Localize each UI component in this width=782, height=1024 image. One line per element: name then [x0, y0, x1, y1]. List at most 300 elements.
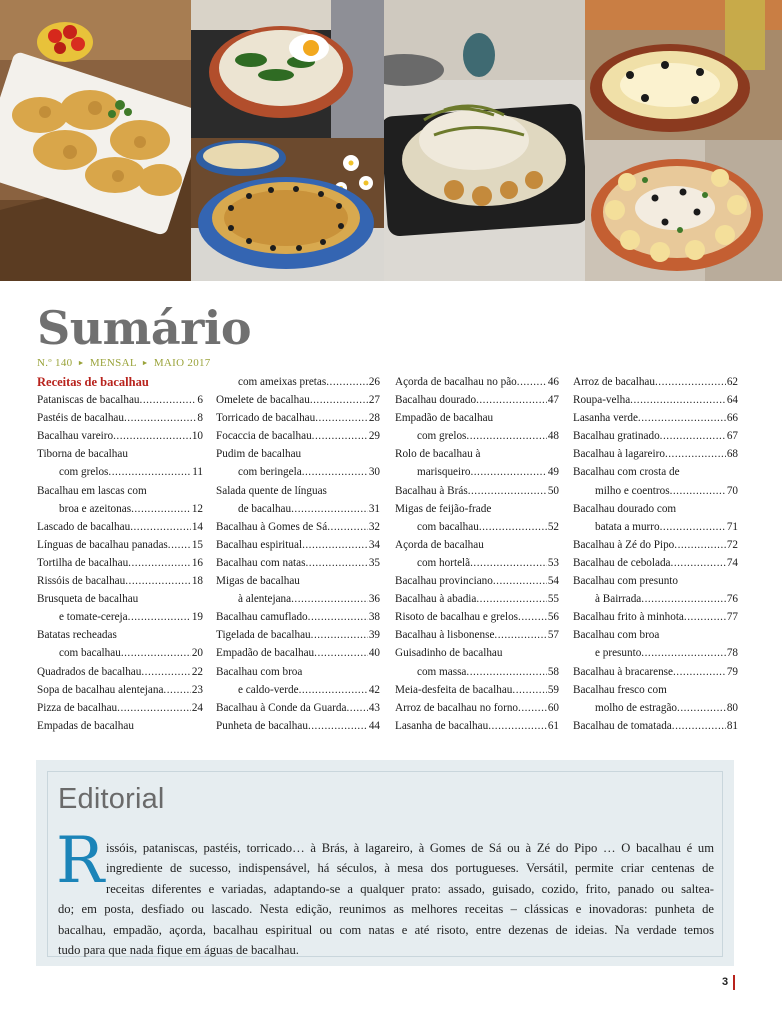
- toc-entry: [395, 427, 559, 445]
- toc-leader-dots: [488, 717, 547, 735]
- toc-leader-dots: [660, 427, 726, 445]
- toc-entry: [395, 626, 559, 644]
- toc-entry: [573, 554, 738, 572]
- toc-entry-title: molho de estragão: [595, 701, 678, 714]
- toc-entry-page: 15: [191, 538, 203, 551]
- toc-entry-title: Quadrados de bacalhau: [37, 665, 142, 678]
- toc-entry-page: 48: [547, 430, 559, 443]
- toc-entry-title: Bacalhau à Brás: [395, 484, 468, 497]
- separator-arrow-icon: ►: [141, 359, 149, 367]
- toc-leader-dots: [641, 590, 726, 608]
- toc-entry-title: Bacalhau espiritual: [216, 538, 303, 551]
- toc-leader-dots: [131, 500, 191, 518]
- toc-entry-title: Lascado de bacalhau: [37, 520, 131, 533]
- toc-entry-title: Focaccia de bacalhau: [216, 430, 312, 443]
- toc-entry: [573, 445, 738, 463]
- toc-leader-dots: [291, 590, 368, 608]
- toc-entry-page: 16: [191, 556, 203, 569]
- toc-entry-title: Bacalhau à Conde da Guarda: [216, 701, 347, 714]
- toc-entry-title: Tortilha de bacalhau: [37, 556, 129, 569]
- toc-entry: [573, 463, 738, 481]
- toc-entry-page: 27: [368, 394, 380, 407]
- toc-entry-title: Empadão de bacalhau: [216, 647, 315, 660]
- toc-entry-title: Pataniscas de bacalhau: [37, 394, 140, 407]
- toc-leader-dots: [168, 536, 191, 554]
- toc-entry-page: 71: [726, 520, 738, 533]
- toc-entry-title: Arroz de bacalhau no forno: [395, 701, 519, 714]
- toc-entry-title: Açorda de bacalhau: [395, 538, 484, 551]
- toc-entry: [37, 681, 203, 699]
- toc-entry-page: 43: [368, 701, 380, 714]
- issue-number: N.º 140: [37, 357, 73, 369]
- toc-leader-dots: [671, 554, 726, 572]
- toc-entry: [37, 445, 203, 463]
- toc-entry: [37, 608, 203, 626]
- toc-leader-dots: [291, 500, 368, 518]
- toc-entry-page: 56: [547, 611, 559, 624]
- toc-entry-title: com massa: [417, 665, 467, 678]
- toc-entry-page: 81: [726, 719, 738, 732]
- toc-entry-page: 20: [191, 647, 203, 660]
- toc-entry-page: 12: [191, 502, 203, 515]
- toc-entry-title: Bacalhau com broa: [573, 629, 660, 642]
- toc-heading: Receitas de bacalhau: [37, 375, 149, 389]
- toc-entry-page: 47: [547, 394, 559, 407]
- pataniscas-photo: [0, 0, 191, 281]
- toc-leader-dots: [476, 391, 547, 409]
- toc-entry: [395, 644, 559, 662]
- toc-entry-title: Bacalhau à lagareiro: [573, 448, 665, 461]
- toc-entry-title: de bacalhau: [238, 502, 292, 515]
- toc-entry: [216, 500, 380, 518]
- toc-entry-page: 32: [368, 520, 380, 533]
- toc-entry-title: com beringela: [238, 466, 302, 479]
- toc-entry: [573, 644, 738, 662]
- toc-entry-page: 55: [547, 593, 559, 606]
- cod-with-potatoes-photo: [585, 140, 782, 281]
- toc-entry-title: broa e azeitonas: [59, 502, 132, 515]
- toc-entry-page: 31: [368, 502, 380, 515]
- baked-cod-photo: [384, 0, 585, 281]
- toc-entry-title: com bacalhau: [59, 647, 121, 660]
- toc-entry-page: 10: [191, 430, 203, 443]
- toc-entry-title: Migas de bacalhau: [216, 575, 300, 588]
- page-number-bar: [733, 975, 735, 990]
- toc-leader-dots: [672, 717, 726, 735]
- toc-entry-page: 78: [726, 647, 738, 660]
- toc-entry-page: 59: [547, 683, 559, 696]
- toc-entry-page: 64: [726, 394, 738, 407]
- toc-entry-title: Açorda de bacalhau no pão: [395, 376, 517, 388]
- toc-entry-page: 44: [368, 719, 380, 732]
- toc-entry: [395, 409, 559, 427]
- toc-leader-dots: [299, 681, 368, 699]
- toc-entry-page: 72: [726, 538, 738, 551]
- toc-column-4: [573, 373, 738, 735]
- toc-entry-page: 38: [368, 611, 380, 624]
- toc-leader-dots: [128, 554, 191, 572]
- toc-entry-page: 58: [547, 665, 559, 678]
- toc-entry-title: Tiborna de bacalhau: [37, 448, 128, 461]
- toc-entry-title: Omelete de bacalhau: [216, 394, 310, 407]
- toc-entry-page: 26: [368, 376, 380, 388]
- toc-entry: [573, 482, 738, 500]
- toc-entry-page: 60: [547, 701, 559, 714]
- toc-leader-dots: [140, 391, 197, 409]
- toc-entry-page: 40: [368, 647, 380, 660]
- page-title: Sumário: [37, 301, 252, 355]
- toc-entry-page: 23: [191, 683, 203, 696]
- toc-entry: [37, 554, 203, 572]
- toc-entry-page: 70: [726, 484, 738, 497]
- toc-entry: [37, 427, 203, 445]
- toc-entry-page: 52: [547, 520, 559, 533]
- toc-entry-title: Risoto de bacalhau e grelos: [395, 611, 519, 624]
- toc-leader-dots: [493, 572, 547, 590]
- toc-entry-title: e tomate-cereja: [59, 611, 128, 624]
- toc-entry-title: Bacalhau à Zé do Pipo: [573, 538, 675, 551]
- toc-entry: [395, 536, 559, 554]
- toc-leader-dots: [673, 663, 726, 681]
- toc-entry: [573, 717, 738, 735]
- toc-entry-title: e caldo-verde: [238, 683, 299, 696]
- toc-entry-title: com hortelã: [417, 556, 471, 569]
- toc-entry: [395, 554, 559, 572]
- toc-entry-page: 50: [547, 484, 559, 497]
- toc-entry-title: Bacalhau com natas: [216, 556, 306, 569]
- cod-with-olives-photo: [585, 0, 782, 140]
- toc-leader-dots: [630, 391, 726, 409]
- toc-entry-title: batata a murro: [595, 520, 660, 533]
- toc-entry: [37, 409, 203, 427]
- toc-entry-title: Bacalhau com presunto: [573, 575, 679, 588]
- toc-leader-dots: [308, 608, 368, 626]
- photo-strip: [0, 0, 782, 281]
- toc-entry: [573, 409, 738, 427]
- toc-entry: [395, 663, 559, 681]
- toc-column-3: [395, 373, 559, 735]
- toc-entry-title: Bacalhau à lisbonense: [395, 629, 495, 642]
- toc-entry-title: Punheta de bacalhau: [216, 719, 308, 732]
- toc-entry: [395, 681, 559, 699]
- toc-entry-page: 79: [726, 665, 738, 678]
- toc-entry: [573, 427, 738, 445]
- toc-entry-title: Bacalhau camuflado: [216, 611, 308, 624]
- toc-leader-dots: [346, 699, 367, 717]
- toc-leader-dots: [163, 681, 190, 699]
- toc-leader-dots: [326, 373, 368, 391]
- toc-entry: [216, 373, 380, 391]
- issue-date: MAIO 2017: [153, 357, 211, 369]
- toc-leader-dots: [665, 445, 726, 463]
- toc-leader-dots: [117, 699, 191, 717]
- toc-entry-title: Empadas de bacalhau: [37, 719, 134, 732]
- toc-entry: [395, 463, 559, 481]
- toc-entry-title: Arroz de bacalhau: [573, 376, 655, 388]
- toc-entry: [573, 518, 738, 536]
- toc-entry: [573, 391, 738, 409]
- toc-entry: [395, 590, 559, 608]
- toc-entry: [573, 626, 738, 644]
- toc-entry: [37, 572, 203, 590]
- toc-column-2: [216, 373, 380, 735]
- toc-entry-title: Bacalhau à abadia: [395, 593, 477, 606]
- toc-entry: [37, 391, 203, 409]
- toc-leader-dots: [128, 608, 191, 626]
- toc-leader-dots: [312, 427, 368, 445]
- toc-entry-page: 62: [726, 376, 738, 388]
- toc-entry-page: 76: [726, 593, 738, 606]
- toc-entry-page: 68: [726, 448, 738, 461]
- toc-entry-title: Tigelada de bacalhau: [216, 629, 311, 642]
- toc-entry-title: Lasanha de bacalhau: [395, 719, 489, 732]
- toc-entry-title: e presunto: [595, 647, 642, 660]
- toc-entry-page: 49: [547, 466, 559, 479]
- toc-entry-page: 57: [547, 629, 559, 642]
- toc-leader-dots: [638, 409, 726, 427]
- toc-entry: [216, 536, 380, 554]
- toc-entry-page: 22: [191, 665, 203, 678]
- toc-entry-page: 29: [368, 430, 380, 443]
- toc-entry: [216, 663, 380, 681]
- issue-info: [37, 357, 211, 369]
- toc-entry: [216, 608, 380, 626]
- toc-leader-dots: [466, 663, 546, 681]
- toc-entry-page: 8: [197, 412, 203, 425]
- toc-entry: [573, 572, 738, 590]
- toc-entry: [37, 463, 203, 481]
- toc-entry: [216, 699, 380, 717]
- toc-entry: [395, 699, 559, 717]
- toc-leader-dots: [302, 536, 368, 554]
- toc-entry: [573, 590, 738, 608]
- toc-entry: [573, 373, 738, 391]
- toc-entry: [395, 500, 559, 518]
- toc-leader-dots: [130, 518, 191, 536]
- toc-leader-dots: [494, 626, 546, 644]
- toc-leader-dots: [655, 373, 726, 391]
- toc-leader-dots: [113, 427, 191, 445]
- toc-leader-dots: [476, 590, 546, 608]
- toc-leader-dots: [327, 518, 368, 536]
- toc-leader-dots: [677, 699, 726, 717]
- toc-entry: [216, 482, 380, 500]
- issue-frequency: MENSAL: [89, 357, 137, 369]
- toc-leader-dots: [518, 699, 547, 717]
- toc-entry-title: à alentejana: [238, 593, 292, 606]
- toc-leader-dots: [315, 409, 368, 427]
- toc-entry-page: 42: [368, 683, 380, 696]
- salad-egg-photo: [191, 0, 384, 138]
- toc-entry-title: Meia-desfeita de bacalhau: [395, 683, 513, 696]
- toc-entry-title: Guisadinho de bacalhau: [395, 647, 503, 660]
- toc-entry-title: milho e coentros: [595, 484, 670, 497]
- toc-entry-page: 6: [197, 394, 203, 407]
- toc-entry-title: Torricado de bacalhau: [216, 412, 316, 425]
- toc-entry-page: 11: [192, 466, 203, 479]
- toc-entry: [37, 663, 203, 681]
- toc-entry-title: Sopa de bacalhau alentejana: [37, 683, 164, 696]
- toc-entry-page: 18: [191, 575, 203, 588]
- editorial-line: receitas diferentes e variadas, adaptando-se a qualquer prato: assado, guisado, cozido, frito, panado ou saltea-: [106, 881, 714, 896]
- toc-entry: [573, 681, 738, 699]
- toc-leader-dots: [141, 663, 190, 681]
- toc-entry-title: Bacalhau de cebolada: [573, 556, 671, 569]
- toc-entry-page: 14: [191, 520, 203, 533]
- toc-entry: [216, 590, 380, 608]
- toc-entry: [395, 572, 559, 590]
- toc-entry-title: Salada quente de línguas: [216, 484, 327, 497]
- toc-entry: [395, 445, 559, 463]
- toc-entry-title: marisqueiro: [417, 466, 471, 479]
- toc-entry-page: 35: [368, 556, 380, 569]
- toc-entry: [216, 518, 380, 536]
- toc-entry: [37, 717, 203, 735]
- toc-entry-title: Bacalhau frito à minhota: [573, 611, 684, 624]
- toc-entry-page: 19: [191, 611, 203, 624]
- toc-entry: [37, 626, 203, 644]
- toc-leader-dots: [302, 463, 368, 481]
- toc-entry: [395, 518, 559, 536]
- toc-entry-page: 39: [368, 629, 380, 642]
- toc-entry: [573, 608, 738, 626]
- separator-arrow-icon: ►: [77, 359, 85, 367]
- toc-leader-dots: [124, 409, 196, 427]
- toc-entry-title: Migas de feijão-frade: [395, 502, 492, 515]
- toc-leader-dots: [479, 518, 547, 536]
- toc-entry: [216, 717, 380, 735]
- toc-leader-dots: [108, 463, 191, 481]
- toc-leader-dots: [674, 536, 726, 554]
- toc-entry-title: Pastéis de bacalhau: [37, 412, 124, 425]
- toc-leader-dots: [470, 463, 546, 481]
- toc-entry-page: 46: [547, 376, 559, 388]
- toc-entry-title: Bacalhau dourado com: [573, 502, 677, 515]
- toc-entry-page: 80: [726, 701, 738, 714]
- toc-entry: [37, 699, 203, 717]
- toc-leader-dots: [641, 644, 726, 662]
- toc-entry-page: 53: [547, 556, 559, 569]
- toc-entry-page: 34: [368, 538, 380, 551]
- toc-leader-dots: [518, 608, 547, 626]
- toc-entry-page: 61: [547, 719, 559, 732]
- toc-entry: [216, 572, 380, 590]
- toc-entry-title: Rissóis de bacalhau: [37, 575, 126, 588]
- toc-entry: [573, 699, 738, 717]
- toc-leader-dots: [466, 427, 546, 445]
- toc-entry-title: Rolo de bacalhau à: [395, 448, 481, 461]
- toc-entry: [395, 482, 559, 500]
- toc-entry-title: com grelos: [417, 430, 467, 443]
- toc-entry: [216, 554, 380, 572]
- toc-entry: [37, 518, 203, 536]
- toc-entry-title: Lasanha verde: [573, 412, 638, 425]
- toc-entry-title: Bacalhau à Gomes de Sá: [216, 520, 328, 533]
- toc-entry-title: Línguas de bacalhau panadas: [37, 538, 168, 551]
- toc-entry-title: Bacalhau com broa: [216, 665, 303, 678]
- toc-entry: [395, 391, 559, 409]
- toc-entry-page: 30: [368, 466, 380, 479]
- toc-entry: [573, 500, 738, 518]
- editorial-text: [58, 838, 714, 960]
- toc-entry: [216, 427, 380, 445]
- toc-leader-dots: [512, 681, 546, 699]
- toc-entry-page: 74: [726, 556, 738, 569]
- toc-entry: [216, 409, 380, 427]
- toc-entry-title: Bacalhau provinciano: [395, 575, 493, 588]
- toc-leader-dots: [670, 482, 726, 500]
- toc-entry-page: 77: [726, 611, 738, 624]
- toc-entry: [573, 536, 738, 554]
- toc-leader-dots: [311, 626, 368, 644]
- toc-entry: [37, 590, 203, 608]
- editorial-line: issóis, pataniscas, pastéis, torricado… à Brás, à lagareiro, à Gomes de Sá ou à Zé do Pipo … O bacalhau é um: [106, 841, 714, 855]
- toc-entry: [37, 536, 203, 554]
- toc-entry-page: 28: [368, 412, 380, 425]
- editorial-line: do; em posta, desfiado ou lascado. Nesta edição, reunimos as melhores receitas – clássicas e inovadoras: punheta de: [58, 902, 714, 917]
- toc-leader-dots: [310, 391, 368, 409]
- editorial-dropcap: R: [56, 824, 105, 898]
- toc-entry: [216, 391, 380, 409]
- toc-entry: [395, 608, 559, 626]
- toc-entry-page: 36: [368, 593, 380, 606]
- toc-entry: [216, 626, 380, 644]
- toc-entry-title: Bacalhau em lascas com: [37, 484, 147, 497]
- toc-leader-dots: [470, 554, 547, 572]
- toc-entry-page: 54: [547, 575, 559, 588]
- toc-entry-title: com ameixas pretas: [238, 376, 327, 388]
- toc-entry: [216, 644, 380, 662]
- toc-column-1: [37, 373, 203, 735]
- toc-leader-dots: [121, 644, 191, 662]
- toc-entry: [395, 717, 559, 735]
- toc-leader-dots: [314, 644, 368, 662]
- toc-entry-title: Pudim de bacalhau: [216, 448, 302, 461]
- toc-leader-dots: [468, 482, 547, 500]
- page-number: 3: [722, 976, 729, 988]
- toc-entry-page: 66: [726, 412, 738, 425]
- toc-entry: [573, 663, 738, 681]
- toc-entry: [216, 445, 380, 463]
- toc-entry-title: Bacalhau com crosta de: [573, 466, 680, 479]
- toc-entry: [216, 463, 380, 481]
- toc-entry-title: Bacalhau gratinado: [573, 430, 660, 443]
- toc-leader-dots: [684, 608, 726, 626]
- toc-entry: [37, 500, 203, 518]
- toc-leader-dots: [125, 572, 191, 590]
- toc-entry-title: Bacalhau dourado: [395, 394, 477, 407]
- toc-entry-title: Bacalhau fresco com: [573, 683, 667, 696]
- toc-entry-title: com bacalhau: [417, 520, 479, 533]
- toc-entry-title: Pizza de bacalhau: [37, 701, 118, 714]
- toc-entry-title: à Bairrada: [595, 593, 642, 606]
- toc-entry: [216, 681, 380, 699]
- editorial-line: ingrediente de sucesso, indispensável, há séculos, à mesa dos portugueses. Versátil, permite criar centenas de: [106, 861, 714, 876]
- toc-leader-dots: [308, 717, 368, 735]
- toc-entry-title: com grelos: [59, 466, 109, 479]
- toc-leader-dots: [517, 373, 547, 391]
- toc-entry: [395, 373, 559, 391]
- toc-entry-title: Roupa-velha: [573, 394, 631, 407]
- toc-entry-page: 24: [191, 701, 203, 714]
- editorial-line: tudo para que nada fique em águas de bacalhau.: [58, 943, 299, 958]
- toc-leader-dots: [660, 518, 726, 536]
- editorial-title: Editorial: [58, 783, 165, 815]
- toc-leader-dots: [305, 554, 367, 572]
- toc-entry-title: Bacalhau de tomatada: [573, 719, 672, 732]
- gratin-dish-photo: [191, 138, 384, 281]
- toc-entry: [37, 482, 203, 500]
